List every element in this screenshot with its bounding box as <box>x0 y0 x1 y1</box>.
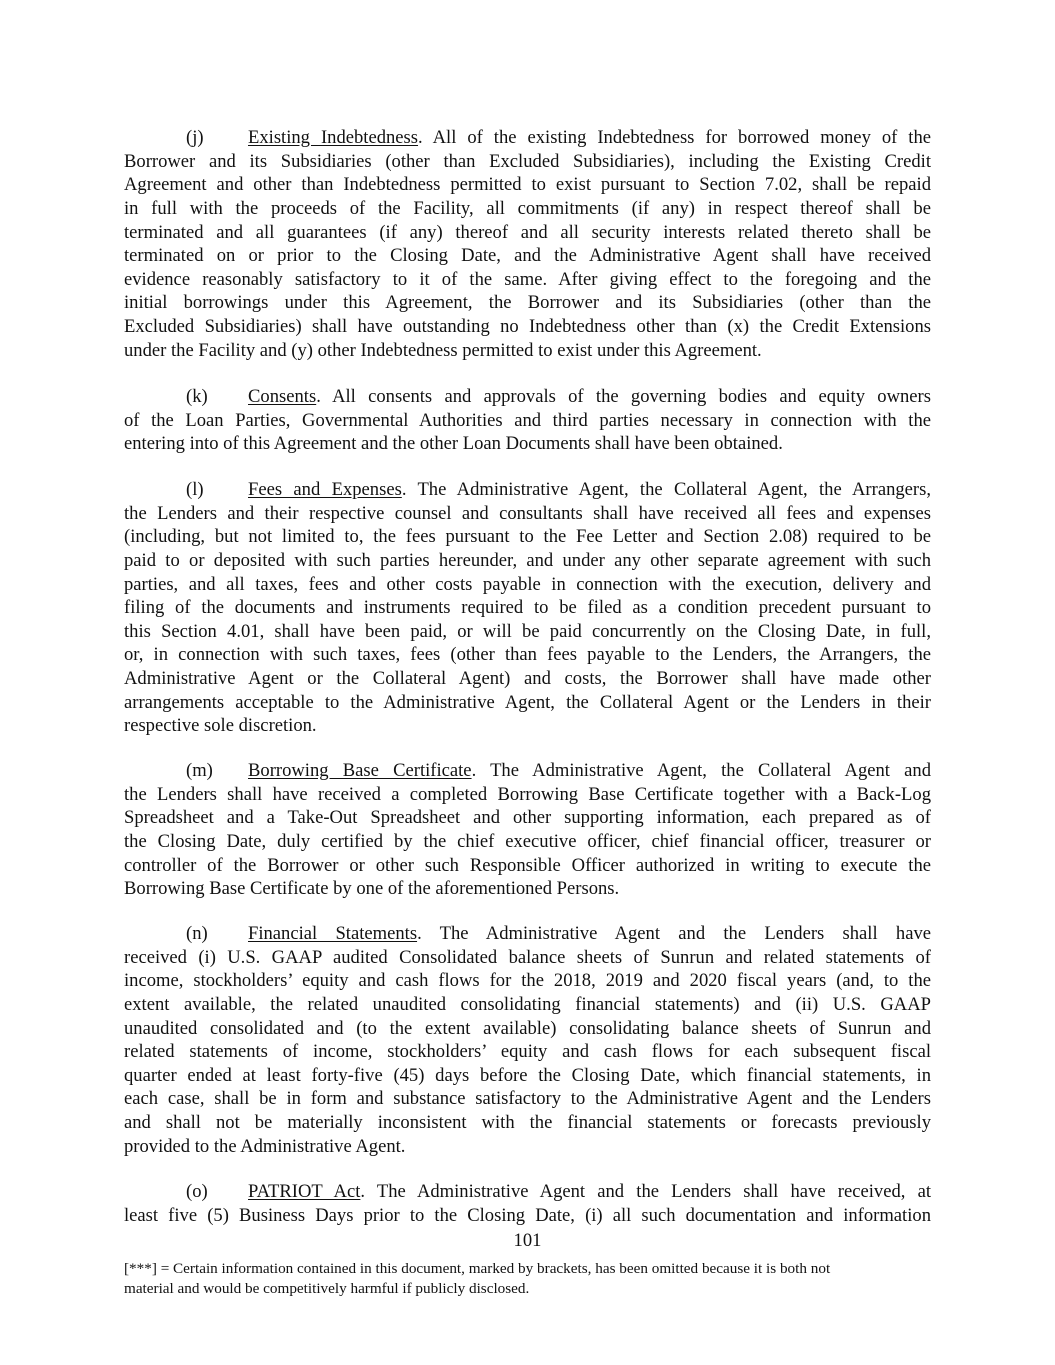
text-line: least five (5) Business Days prior to the Closing Date, (i) all such documentation and information <box>124 1204 931 1226</box>
section-text: . The Administrative Agent and the Lenders shall have <box>417 923 931 944</box>
text-line: of the Loan Parties, Governmental Authorities and third parties necessary in connection with the <box>124 409 931 431</box>
section-heading: Consents <box>248 386 317 407</box>
section-k-consents <box>124 385 931 456</box>
section-text: . All consents and approvals of the governing bodies and equity owners <box>316 386 931 407</box>
text-line: terminated on or prior to the Closing Date, and the Administrative Agent shall have received <box>124 245 931 267</box>
text-line: filing of the documents and instruments required to be filed as a condition precedent pursuant to <box>124 597 931 619</box>
text-line: Borrower and its Subsidiaries (other than Excluded Subsidiaries), including the Existing Credit <box>124 150 931 172</box>
section-heading: Financial Statements <box>248 923 418 944</box>
text-line: and shall not be materially inconsistent with the financial statements or forecasts previously <box>124 1112 931 1134</box>
text-line: received (i) U.S. GAAP audited Consolidated balance sheets of Sunrun and related statements of <box>124 946 931 968</box>
section-label: (l) <box>186 479 204 500</box>
text-line: this Section 4.01, shall have been paid, or will be paid concurrently on the Closing Date, in full, <box>124 620 931 642</box>
section-n-financial-statements <box>124 922 931 1158</box>
section-label: (k) <box>186 386 208 407</box>
section-text: . The Administrative Agent, the Collateral Agent and <box>471 760 931 781</box>
section-text: . The Administrative Agent and the Lenders shall have received, at <box>360 1181 931 1202</box>
text-line: respective sole discretion. <box>124 715 317 737</box>
text-line: income, stockholders’ equity and cash flows for the 2018, 2019 and 2020 fiscal years (and, to the <box>124 970 931 992</box>
text-line: Borrowing Base Certificate by one of the aforementioned Persons. <box>124 878 620 900</box>
redaction-footnote <box>124 1259 944 1299</box>
text-line: extent available, the related unaudited consolidating financial statements) and (ii) U.S. GAAP <box>124 993 931 1015</box>
text-line: in full with the proceeds of the Facility, all commitments (if any) in respect thereof shall be <box>124 197 931 219</box>
text-line: the Closing Date, duly certified by the chief executive officer, chief financial officer, treasurer or <box>124 830 931 852</box>
text-line: arrangements acceptable to the Administrative Agent, the Collateral Agent or the Lenders in their <box>124 691 931 713</box>
text-line: paid to or deposited with such parties hereunder, and under any other separate agreement with such <box>124 549 931 571</box>
section-heading: PATRIOT Act <box>248 1181 361 1202</box>
section-heading: Existing Indebtedness <box>248 127 419 148</box>
text-line: Administrative Agent or the Collateral Agent) and costs, the Borrower shall have made other <box>124 668 931 690</box>
text-line: the Lenders shall have received a completed Borrowing Base Certificate together with a Back-Log <box>124 783 931 805</box>
text-line: evidence reasonably satisfactory to it of the same. After giving effect to the foregoing and the <box>124 268 931 290</box>
section-label: (n) <box>186 923 208 944</box>
text-line: under the Facility and (y) other Indebtedness permitted to exist under this Agreement. <box>124 339 762 361</box>
section-text: . All of the existing Indebtedness for borrowed money of the <box>418 127 932 148</box>
text-line: (including, but not limited to, the fees pursuant to the Fee Letter and Section 2.08) required to be <box>124 526 931 548</box>
section-heading: Fees and Expenses <box>248 479 402 500</box>
text-line: terminated and all guarantees (if any) thereof and all security interests related thereto shall be <box>124 221 931 243</box>
footnote-line: material and would be competitively harmful if publicly disclosed. <box>124 1280 530 1297</box>
text-line: unaudited consolidated and (to the extent available) consolidating balance sheets of Sunrun and <box>124 1017 931 1039</box>
text-line: Agreement and other than Indebtedness permitted to exist pursuant to Section 7.02, shall be repaid <box>124 174 931 196</box>
section-label: (m) <box>186 760 213 781</box>
text-line: the Lenders and their respective counsel and consultants shall have received all fees and expenses <box>124 502 931 524</box>
text-line: Spreadsheet and a Take-Out Spreadsheet and other supporting information, each prepared as of <box>124 807 931 829</box>
text-line: each case, shall be in form and substance satisfactory to the Administrative Agent and the Lenders <box>124 1088 931 1110</box>
section-j-existing-indebtedness <box>124 126 931 362</box>
section-text: . The Administrative Agent, the Collateral Agent, the Arrangers, <box>401 479 931 500</box>
text-line: parties, and all taxes, fees and other costs payable in connection with the execution, delivery and <box>124 573 931 595</box>
page-number: 101 <box>513 1230 542 1251</box>
section-label: (o) <box>186 1181 208 1202</box>
text-line: quarter ended at least forty-five (45) days before the Closing Date, which financial statements, in <box>124 1064 931 1086</box>
text-line: provided to the Administrative Agent. <box>124 1135 406 1157</box>
text-line: Excluded Subsidiaries) shall have outstanding no Indebtedness other than (x) the Credit Extensions <box>124 316 931 338</box>
text-line: or, in connection with such taxes, fees (other than fees payable to the Lenders, the Arrangers, the <box>124 644 931 666</box>
section-l-fees-and-expenses <box>124 478 931 738</box>
text-line: controller of the Borrower or other such Responsible Officer authorized in writing to execute the <box>124 854 931 876</box>
section-label: (j) <box>186 127 204 148</box>
section-m-borrowing-base-certificate <box>124 759 931 901</box>
text-line: entering into of this Agreement and the other Loan Documents shall have been obtained. <box>124 433 783 455</box>
section-heading: Borrowing Base Certificate <box>248 760 472 781</box>
section-o-patriot-act <box>124 1180 931 1227</box>
text-line: initial borrowings under this Agreement, the Borrower and its Subsidiaries (other than the <box>124 292 931 314</box>
footnote-line: [***] = Certain information contained in this document, marked by brackets, has been omitted because it is both not <box>124 1260 831 1277</box>
text-line: related statements of income, stockholders’ equity and cash flows for each subsequent fiscal <box>124 1041 931 1063</box>
